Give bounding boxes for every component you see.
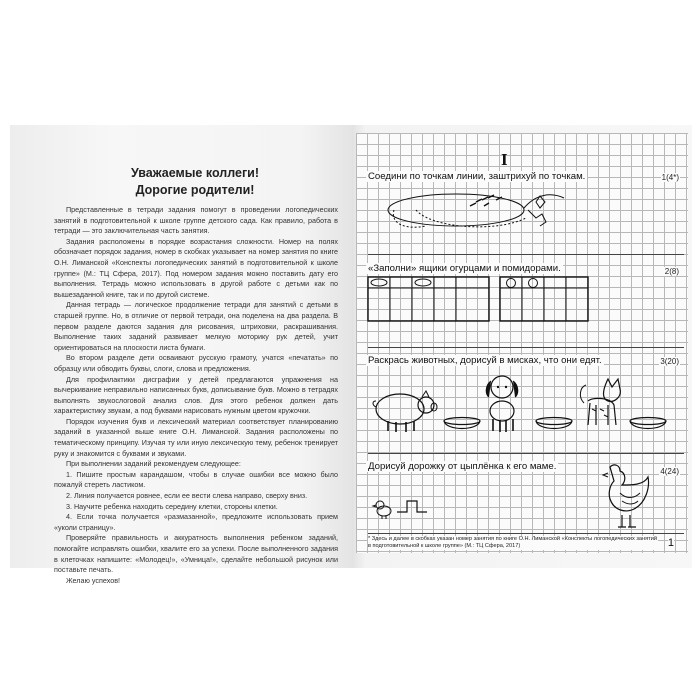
bowl-2: [534, 417, 574, 435]
task-1-text: Соедини по точкам линии, заштрихуй по точкам.: [368, 171, 586, 182]
task-4-text: Дорисуй дорожку от цыплёнка к его маме.: [368, 461, 557, 472]
greeting: [70, 165, 320, 199]
section-numeral: I: [501, 150, 508, 169]
task-3-number: 3(20): [660, 357, 679, 366]
puppy-drawing: [478, 373, 526, 435]
task-divider: [368, 254, 684, 255]
recommendation-item: 1. Пишите простым карандашом, чтобы в случае ошибки все можно было пожалуй стереть ластиком.: [54, 469, 338, 490]
task-3-text: Раскрась животных, дорисуй в мисках, что они едят.: [368, 355, 602, 366]
bowl-3: [628, 417, 668, 435]
footnote: * Здесь и далее в скобках указан номер занятия по книге О.Н. Лиманской «Конспекты логопедических занятий в подготовительной к школе группе» (М.: ТЦ Сфера, 2017): [368, 536, 657, 549]
paragraph: Во втором разделе дети осваивают русскую грамоту, учатся «печатать» по образцу или обводить буквы, слоги, слова и предложения.: [54, 353, 338, 373]
greeting-line-2: Дорогие родители!: [135, 183, 255, 197]
footnote-divider: [368, 533, 684, 534]
paragraph: Порядок изучения букв и лексический материал соответствует планированию заданий в указанной выше книге О.Н. Лиманской. Задания расположены по тематическому принципу. Изучая ту или иную лексическую тему, ребенок тренирует руку и знакомится с буквами и звуками.: [54, 416, 338, 458]
paragraph: Проверяйте правильность и аккуратность выполнения ребенком заданий, помогайте исправлять ошибки, хвалите его за успехи. После выполненного задания в клеточках напишите: «Молодец!», «Умница!», сделайте небольшой рисунок или поставьте печать.: [54, 533, 338, 575]
path-start-line: [396, 500, 436, 514]
task-divider: [368, 453, 684, 454]
tomato-box: [500, 277, 588, 327]
task-2-number: 2(8): [664, 267, 679, 276]
open-workbook: [10, 125, 692, 585]
paragraph: Данная тетрадь — логическое продолжение тетради для занятий с детьми в старшей группе. Но, в отличие от первой тетради, она поделена на два раздела. В первом разделе даются задания для рисования, штриховки, раскрашивания. Выполнение таких заданий развивает мелкую моторику рук детей, учит ориентироваться на плоскости листа бумаги.: [54, 300, 338, 352]
paragraph: Для профилактики дисграфии у детей предлагаются упражнения на вычеркивание неправильно написанных букв, дописывание букв. Можно в тетрадях выполнять звукослоговой анализ слов. Для этого ребенок должен дать характеристику звукам, а под буквами нарисовать нужным цветом кружочки.: [54, 374, 338, 416]
paragraph: Представленные в тетради задания помогут в проведении логопедических занятий в подготовительной к школе группе детского сада. Как правило, работа в тетради — это заключительная часть занятия.: [54, 205, 338, 236]
task-2-text: «Заполни» ящики огурцами и помидорами.: [368, 263, 561, 274]
recommendation-item: 3. Научите ребенка находить середину клетки, стороны клетки.: [66, 501, 278, 511]
recommendation-item: 4. Если точка получается «размазанной», предложите использовать прием «уколи страницу».: [54, 512, 338, 532]
right-page: [352, 125, 692, 568]
hen-drawing: [600, 463, 650, 531]
greeting-line-1: Уважаемые коллеги!: [130, 166, 259, 180]
closing-line: Желаю успехов!: [66, 575, 121, 585]
paragraph: При выполнении заданий рекомендуем следующее:: [66, 459, 241, 469]
bowl-1: [442, 417, 482, 435]
task-1-number: 1(4*): [661, 173, 679, 182]
task-4-number: 4(24): [660, 467, 679, 476]
graph-paper: [356, 133, 688, 553]
cucumber-box: [368, 277, 490, 327]
left-page: [10, 125, 352, 585]
cucumber-trace-drawing: [386, 188, 586, 248]
chick-drawing: [372, 499, 394, 519]
paragraph: Задания расположены в порядке возрастания сложности. Номер на полях обозначает порядок задания, номер в скобках указывает на номер занятия по книге О.Н. Лиманской «Конспекты логопедических занятий в подготовительной к школе группе» (М.: ТЦ Сфера, 2017). Под номером задания можно поставить дату его выполнения. Тетрадь можно использовать в другой работе с детьми как по вышезаданной книге, так и по другой системе.: [54, 236, 338, 299]
pig-drawing: [370, 385, 440, 435]
recommendation-item: 2. Линия получается ровнее, если ее вести слева направо, сверху вниз.: [66, 491, 308, 501]
kitten-drawing: [578, 375, 626, 435]
introduction-text: [54, 205, 338, 586]
task-divider: [368, 347, 684, 348]
page-number: 1: [667, 537, 674, 549]
